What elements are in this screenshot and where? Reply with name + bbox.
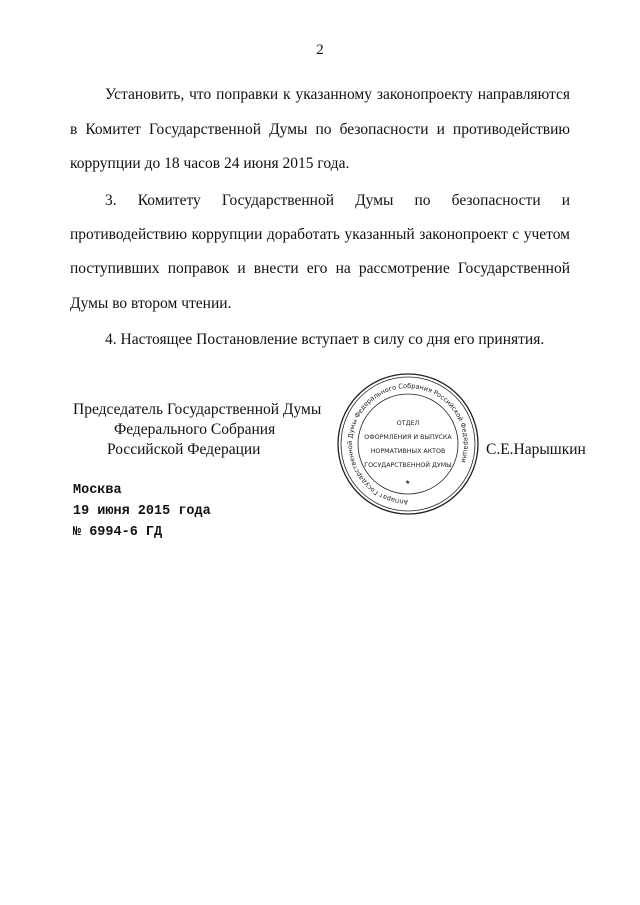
- stamp-ring-text: Аппарат Государственной Думы Федерального Собрания Российской Федерации: [346, 381, 471, 507]
- paragraph-line: коррупции до 18 часов 24 июня 2015 года.: [70, 155, 350, 172]
- document-city: Москва: [73, 483, 122, 498]
- stamp-text: ОТДЕЛ: [396, 420, 420, 427]
- paragraph-line: Думы во втором чтении.: [70, 295, 232, 312]
- signatory-title: Федерального Собрания: [114, 421, 276, 438]
- paragraph-line: 3. Комитету Государственной Думы по безопасности и: [105, 192, 570, 209]
- document-number: № 6994-6 ГД: [73, 525, 163, 540]
- page-number: 2: [316, 42, 324, 58]
- signatory-title: Российской Федерации: [107, 441, 261, 458]
- svg-text:Аппарат Государственной Думы Ф: [346, 382, 470, 506]
- paragraph-line: поступивших поправок и внести его на рассмотрение Государственной: [70, 260, 570, 277]
- stamp-text: ОФОРМЛЕНИЯ И ВЫПУСКА: [364, 434, 452, 441]
- official-stamp: [336, 372, 480, 516]
- paragraph-line: противодействию коррупции доработать указанный законопроект с учетом: [70, 226, 570, 243]
- signatory-title: Председатель Государственной Думы: [73, 401, 322, 418]
- paragraph-line: Установить, что поправки к указанному законопроекту направляются: [105, 86, 570, 103]
- paragraph-line: 4. Настоящее Постановление вступает в силу со дня его принятия.: [105, 331, 545, 348]
- stamp-text: НОРМАТИВНЫХ АКТОВ: [370, 448, 446, 455]
- signatory-name: С.Е.Нарышкин: [486, 441, 586, 458]
- paragraph-line: в Комитет Государственной Думы по безопасности и противодействию: [70, 121, 570, 138]
- star-icon: ★: [405, 480, 411, 486]
- stamp-text: ГОСУДАРСТВЕННОЙ ДУМЫ: [364, 462, 452, 469]
- document-date: 19 июня 2015 года: [73, 504, 211, 519]
